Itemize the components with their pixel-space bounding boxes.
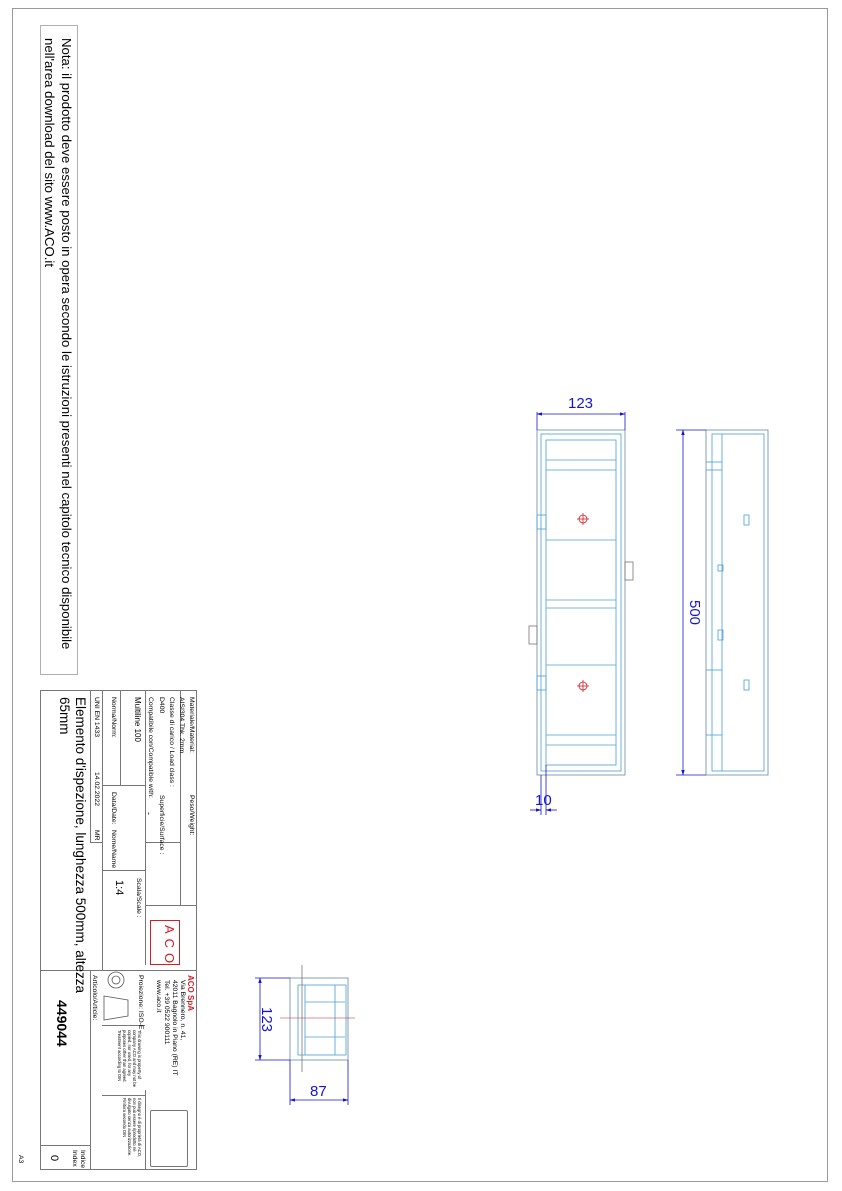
- surface-label: Superficie/Surface :: [158, 795, 165, 855]
- index-label-en: Index: [71, 1150, 78, 1167]
- date-label: Data/Date:: [110, 792, 117, 825]
- dim-section-height: 123: [258, 1007, 275, 1033]
- projection-label: Proiezione: ISO-E: [137, 975, 144, 1030]
- sheet-format: A3: [17, 1155, 24, 1164]
- dim-section-width: 87: [310, 1083, 327, 1100]
- product-title-line-1: Elemento d'ispezione, lunghezza 500mm, altezza: [73, 697, 88, 993]
- dim-top-width: 123: [568, 395, 594, 412]
- company-phone: Tel. +39 0522 900111: [163, 980, 170, 1045]
- norm-value: UNI EN 1433: [93, 697, 100, 738]
- material-label: Materiale/Material:: [188, 697, 195, 753]
- compatible-value: Multiline 100: [133, 697, 142, 742]
- index-value: 0: [48, 1155, 60, 1162]
- plan-view: [529, 430, 633, 775]
- surface-value: -: [144, 812, 154, 815]
- name-value: MR: [93, 830, 100, 841]
- company-web: www.aco.it: [155, 980, 162, 1013]
- scale-value: 1:4: [113, 880, 125, 896]
- material-value: AISI304 Thk. 2mm: [178, 697, 185, 754]
- company-address-2: 42011 Bagnolo in Piano (RE) IT: [171, 980, 178, 1076]
- note-line-2: nell'area download del sito www.ACO.it: [42, 38, 57, 268]
- compatible-label: Compatibile con/Compatible with:: [147, 697, 154, 798]
- aco-logo: ACO: [150, 920, 180, 965]
- date-value: 14.02.2022: [93, 772, 100, 807]
- load-class-value: D400: [158, 697, 165, 714]
- weight-label: Peso/Weight:: [188, 795, 195, 836]
- company-address-1: Via Brennero, n. 41,: [179, 980, 186, 1041]
- disclaimer-it: Il disegno è di proprietà di ACO, non può essere riprodotto né divulgato senza autorizzazione. Finitura secondo DIN: [122, 1098, 142, 1158]
- norm-label: Norma/Norm:: [110, 697, 117, 738]
- dim-length: 500: [686, 600, 703, 626]
- dim-flange: 10: [535, 792, 552, 809]
- note-line-1: Nota: il prodotto deve essere posto in opera secondo le istruzioni presenti nel capitolo tecnico disponibile: [59, 38, 74, 650]
- article-label: Articolo/Article:: [91, 975, 98, 1021]
- side-view: [706, 430, 768, 775]
- company-name: ACO SpA: [186, 975, 195, 1011]
- article-code: 449044: [54, 1000, 70, 1047]
- scale-label: Scala/Scale :: [135, 878, 142, 918]
- index-label: Indice: [79, 1150, 86, 1169]
- section-view: [280, 965, 355, 1072]
- name-label: Nome/Name: [110, 830, 117, 869]
- product-title-line-2: 65mm: [57, 697, 72, 735]
- disclaimer-en: This drawing is property of company ACO and may not be copied, nor used, for any purposes other than agreed. Treatment according to DIN: [117, 1030, 142, 1088]
- load-class-label: Classe di carico / Load class :: [168, 697, 175, 787]
